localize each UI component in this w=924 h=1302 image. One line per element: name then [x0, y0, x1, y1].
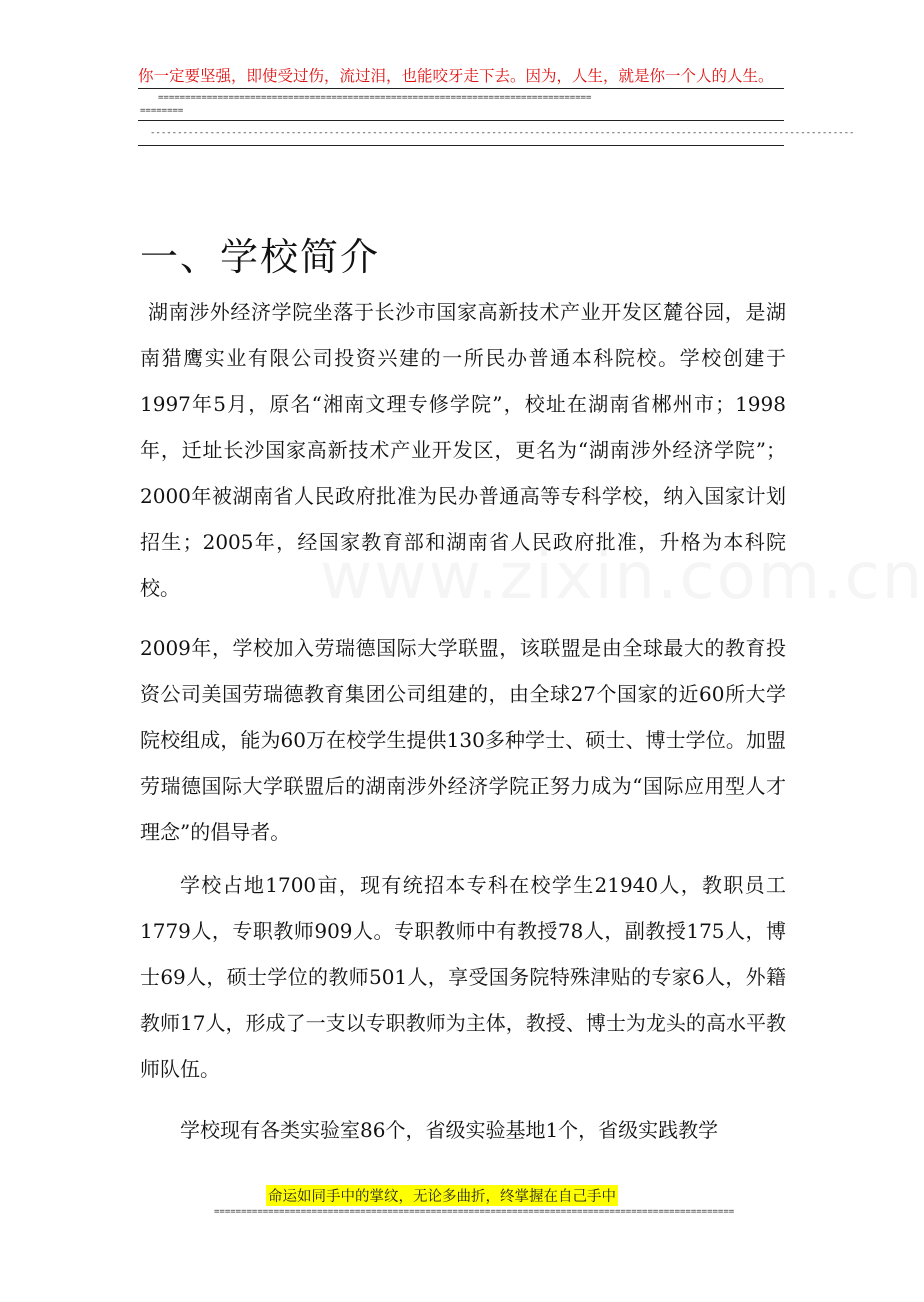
header-dash-line: ----------------------------------------------------------------------------------------------------------------------------------	[150, 128, 855, 138]
header-motto: 你一定要坚强，即使受过伤，流过泪，也能咬牙走下去。因为，人生，就是你一个人的人生。	[138, 67, 774, 85]
header-equals-line: ================================================================================	[158, 93, 592, 103]
header-rule-bottom	[138, 145, 784, 146]
header-rule-middle	[138, 120, 784, 121]
footer-equals-line: ================================================================================================	[214, 1207, 735, 1217]
paragraph-faculty: 学校占地1700亩，现有统招本专科在校学生21940人，教职员工1779人，专职教师909人。专职教师中有教授78人，副教授175人，博士69人，硕士学位的教师501人，享受国务院特殊津贴的专家6人，外籍教师17人，形成了一支以专职教师为主体，教授、博士为龙头的高水平教师队伍。	[140, 873, 786, 1081]
header-rule-top	[138, 88, 784, 89]
footer-motto: 命运如同手中的掌纹，无论多曲折，终掌握在自己手中	[266, 1185, 618, 1206]
header-equals-line-wrap: ========	[140, 106, 184, 116]
paragraph-alliance: 2009年，学校加入劳瑞德国际大学联盟，该联盟是由全球最大的教育投资公司美国劳瑞德教育集团公司组建的，由全球27个国家的近60所大学院校组成，能为60万在校学生提供130多种学士、硕士、博士学位。加盟劳瑞德国际大学联盟后的湖南涉外经济学院正努力成为“国际应用型人才理念”的倡导者。	[140, 636, 786, 844]
paragraph-labs: 学校现有各类实验室86个，省级实验基地1个，省级实践教学	[180, 1118, 719, 1142]
paragraph-intro: 湖南涉外经济学院坐落于长沙市国家高新技术产业开发区麓谷园，是湖南猎鹰实业有限公司投资兴建的一所民办普通本科院校。学校创建于1997年5月，原名“湘南文理专修学院”，校址在湖南省郴州市；1998年，迁址长沙国家高新技术产业开发区，更名为“湖南涉外经济学院”；2000年被湖南省人民政府批准为民办普通高等专科学校，纳入国家计划招生；2005年，经国家教育部和湖南省人民政府批准，升格为本科院校。	[140, 300, 786, 600]
section-heading: 一、学校简介	[140, 235, 381, 279]
